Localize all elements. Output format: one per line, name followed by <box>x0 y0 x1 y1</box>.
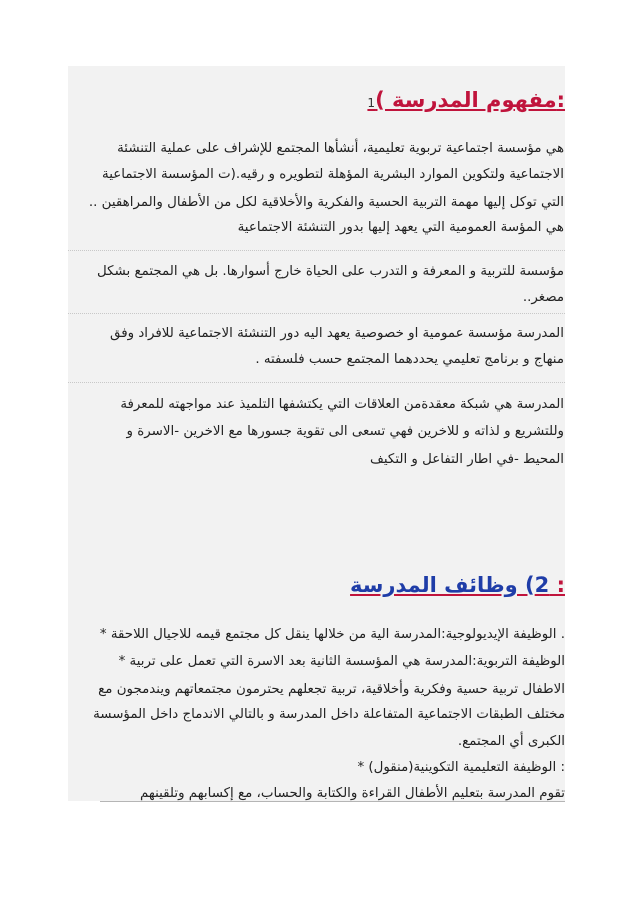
s2-line-4: مختلف الطبقات الاجتماعية المتفاعلة داخل المدرسة و بالتالي الاندماج داخل المؤسسة <box>93 707 565 722</box>
s1-p1-line-2: الاجتماعية ولتكوين الموارد البشرية المؤهلة لتطويره و رقيه.(ت المؤسسة الاجتماعية <box>102 167 564 182</box>
section1-heading-colon: : <box>556 88 565 112</box>
s1-p2-line-1: مؤسسة للتربية و المعرفة و التدرب على الحياة خارج أسوارها. بل هي المجتمع بشكل <box>97 264 564 279</box>
s2-line-7: تقوم المدرسة بتعليم الأطفال القراءة والكتابة والحساب، مع إكسابهم وتلقينهم <box>139 786 565 801</box>
s2-line-5: الكبرى أي المجتمع. <box>457 734 565 749</box>
s1-p1-line-4: هي المؤسة العمومية التي يعهد إليها بدور التنشئة الاجتماعية <box>237 220 564 235</box>
divider <box>68 313 565 314</box>
s2-line-3: الاطفال تربية حسية وفكرية وأخلاقية، تربية تجعلهم يحترمون مجتمعاتهم ويندمجون مع <box>98 682 565 697</box>
section2-heading <box>350 573 565 597</box>
s2-line-1: . الوظيفة الإيديولوجية:المدرسة الية من خلالها ينقل كل مجتمع قيمه للاجيال اللاحقة * <box>99 627 565 642</box>
section1-heading <box>367 88 565 112</box>
divider <box>68 250 565 251</box>
divider <box>68 382 565 383</box>
s1-p1-line-1: هي مؤسسة اجتماعية تربوية تعليمية، أنشأها المجتمع للإشراف على عملية التنشئة <box>117 141 564 156</box>
section2-heading-text: 2) وظائف المدرسة <box>350 573 550 597</box>
s1-p2-line-2: مصغر.. <box>522 290 564 305</box>
s1-p1-line-3: التي توكل إليها مهمة التربية الحسية والفكرية والأخلاقية لكل من الأطفال والمراهقين .. <box>88 195 564 210</box>
bottom-rule <box>100 801 565 802</box>
section1-heading-text: مفهوم المدرسة ) <box>375 88 557 112</box>
section2-heading-colon: : <box>549 573 565 597</box>
s1-p4-line-1: المدرسة هي شبكة معقدةمن العلاقات التي يكتشفها التلميذ عند مواجهته للمعرفة <box>120 397 564 412</box>
s1-p3-line-2: منهاج و برنامج تعليمي يحددهما المجتمع حسب فلسفته . <box>255 352 564 367</box>
s2-line-2: الوظيفة التربوية:المدرسة هي المؤسسة الثانية بعد الاسرة التي تعمل على تربية * <box>118 654 565 669</box>
s1-p3-line-1: المدرسة مؤسسة عمومية او خصوصية يعهد اليه دور التنشئة الاجتماعية للافراد وفق <box>110 326 564 341</box>
s1-p4-line-2: وللتشريع و لذاته و للاخرين فهي تسعى الى تقوية جسورها مع الاخرين -الاسرة و <box>126 424 564 439</box>
section1-heading-number: 1 <box>367 96 376 110</box>
s1-p4-line-3: المحيط -في اطار التفاعل و التكيف <box>370 452 564 467</box>
s2-line-6: : الوظيفة التعليمية التكوينية(منقول) * <box>357 760 565 775</box>
